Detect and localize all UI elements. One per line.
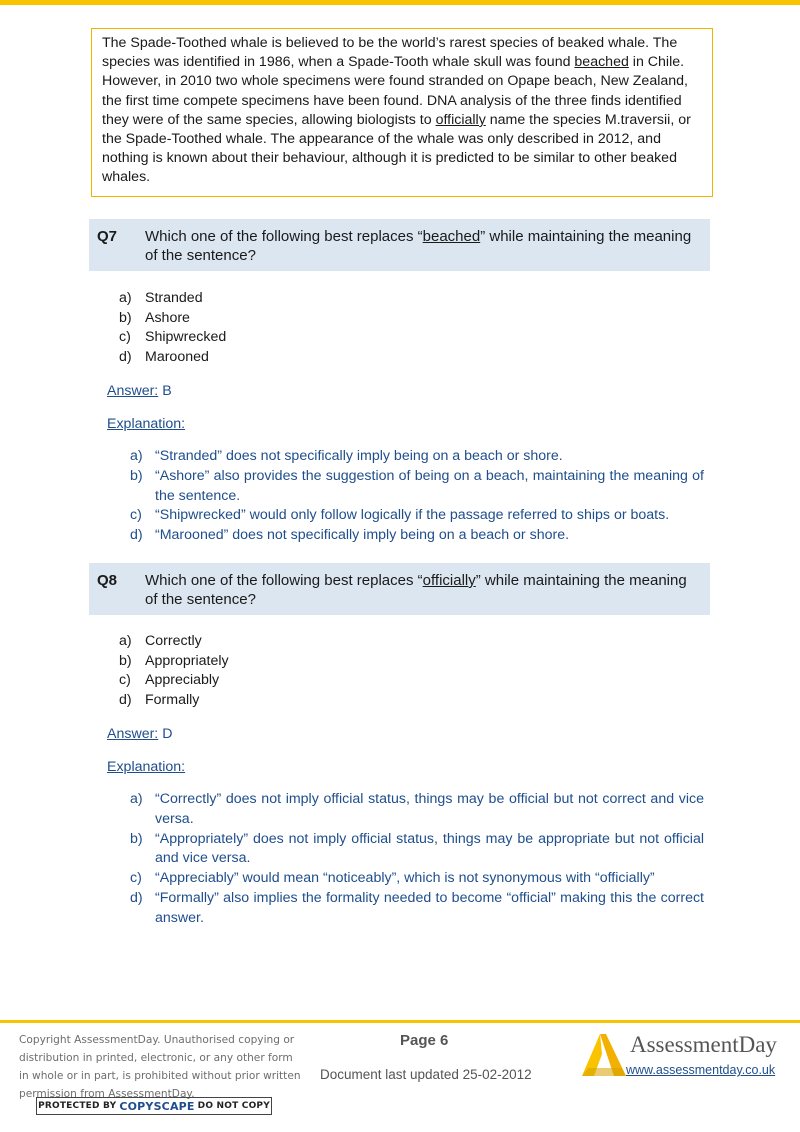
question-text: Which one of the following best replaces “officially” while maintaining the meaning of the sentence? <box>145 572 687 608</box>
question-number: Q7 <box>97 228 118 245</box>
page-number: Page 6 <box>400 1032 449 1049</box>
question-8-answer: Answer: D <box>107 726 173 742</box>
question-number: Q8 <box>97 572 118 589</box>
option-item: d) Marooned <box>119 348 209 365</box>
question-8-options <box>119 632 229 710</box>
question-7-explanation-label: Explanation: <box>107 416 186 432</box>
question-text: Which one of the following best replaces “beached” while maintaining the meaning of the sentence? <box>145 228 692 264</box>
option-item: c) Appreciably <box>119 672 220 688</box>
question-7-answer: Answer: B <box>107 383 172 399</box>
explanation-item: b) “Appropriately” does not imply official status, things may be appropriate but not official and vice versa. <box>130 830 704 867</box>
question-target-word: officially <box>422 572 476 589</box>
copyscape-badge[interactable]: PROTECTED BY COPYSCAPE DO NOT COPY <box>36 1097 272 1115</box>
option-item: a) Stranded <box>119 290 203 306</box>
reading-passage <box>91 28 713 197</box>
question-target-word: beached <box>422 228 481 245</box>
copyright-notice: Copyright AssessmentDay. Unauthorised copying or distribution in printed, electronic, or any other form in whole or in part, is prohibited without prior written permission from AssessmentDay. <box>19 1034 301 1100</box>
explanation-item: c) “Shipwrecked” would only follow logically if the passage referred to ships or boats. <box>130 507 670 524</box>
option-item: b) Ashore <box>119 309 190 326</box>
top-accent-bar <box>0 0 800 5</box>
document-updated-date: Document last updated 25-02-2012 <box>320 1067 532 1082</box>
question-8-header <box>89 563 710 615</box>
explanation-item: d) “Formally” also implies the formality needed to become “official” making this the correct answer. <box>130 889 704 926</box>
question-7-explanations <box>130 447 704 546</box>
passage-text: The Spade-Toothed whale is believed to be the world’s rarest species of beaked whale. The species was identified in 1986, when a Spade-Tooth whale skull was found beached in Chile. However, in 2010 two whole specimens were found stranded on Opape beach, New Zealand, the first time compete specimens have been found. DNA analysis of the three finds identified they were of the same species, allowing biologists to officially name the species M.traversii, or the Spade-Toothed whale. The appearance of the whale was only described in 2012, and nothing is known about their behaviour, although it is predicted to be similar to other beaked whales. <box>102 35 691 186</box>
explanation-item: a) “Correctly” does not imply official status, things may be official but not correct and vice versa. <box>130 791 704 827</box>
underlined-word-beached: beached <box>574 54 629 71</box>
option-item: a) Correctly <box>119 633 202 649</box>
question-8-explanation-label: Explanation: <box>107 759 186 775</box>
logo-triangle-icon <box>578 1032 630 1080</box>
website-link[interactable]: www.assessmentday.co.uk <box>626 1063 776 1077</box>
explanation-item: b) “Ashore” also provides the suggestion of being on a beach, maintaining the meaning of the sentence. <box>130 467 704 504</box>
option-item: c) Shipwrecked <box>119 329 227 345</box>
underlined-word-officially: officially <box>435 111 486 128</box>
explanation-item: d) “Marooned” does not specifically imply being on a beach or shore. <box>130 527 570 544</box>
question-7-header <box>89 219 710 271</box>
question-8-explanations <box>130 790 704 929</box>
option-item: b) Appropriately <box>119 652 229 669</box>
question-7-options <box>119 289 226 367</box>
logo-wordmark: AssessmentDay <box>630 1032 777 1057</box>
explanation-item: c) “Appreciably” would mean “noticeably”, which is not synonymous with “officially” <box>130 870 655 887</box>
footer-rule <box>0 1020 800 1023</box>
option-item: d) Formally <box>119 691 200 708</box>
explanation-item: a) “Stranded” does not specifically imply being on a beach or shore. <box>130 448 563 464</box>
